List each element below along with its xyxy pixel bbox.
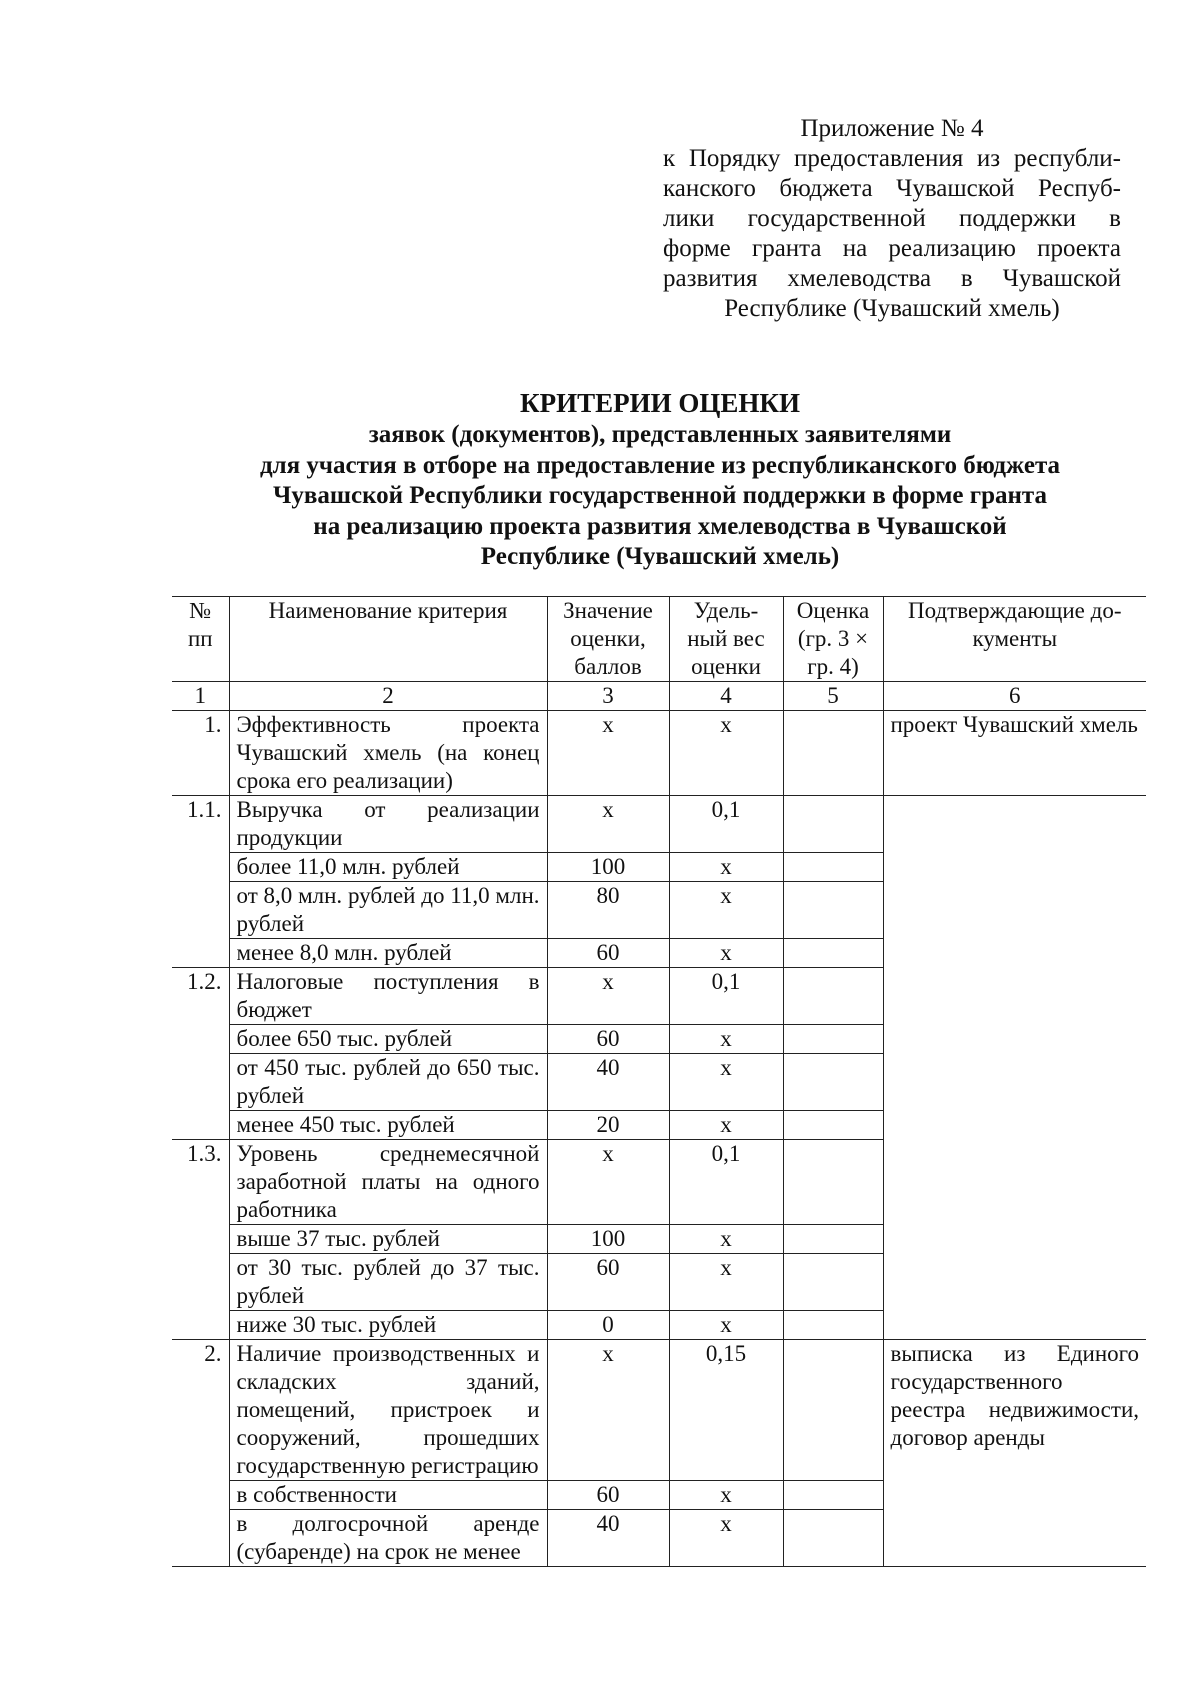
criterion-score <box>783 968 883 1025</box>
criterion-name: Налоговые поступления в бюджет <box>229 968 547 1025</box>
appendix-title: Приложение № 4 <box>800 115 984 142</box>
criterion-name: более 650 тыс. рублей <box>229 1025 547 1054</box>
criterion-weight: х <box>669 1510 783 1567</box>
column-header-score: Оценка (гр. 3 × гр. 4) <box>783 597 883 682</box>
criterion-name: более 11,0 млн. рублей <box>229 853 547 882</box>
column-number: 3 <box>547 682 669 711</box>
row-number: 2. <box>172 1340 229 1567</box>
column-header-value: Значение оценки, баллов <box>547 597 669 682</box>
criterion-score <box>783 1311 883 1340</box>
supporting-documents-empty <box>883 796 1146 1340</box>
criterion-weight: х <box>669 882 783 939</box>
row-number: 1.2. <box>172 968 229 1140</box>
criterion-name: выше 37 тыс. рублей <box>229 1225 547 1254</box>
heading-line: Республике (Чувашский хмель) <box>480 543 840 570</box>
criterion-score <box>783 1025 883 1054</box>
appendix-line: к Порядку предоставления из республи- <box>663 145 1121 172</box>
heading-line: для участия в отборе на предоставление из республиканского бюджета <box>259 451 1061 479</box>
criterion-name: от 8,0 млн. рублей до 11,0 млн. рублей <box>229 882 547 939</box>
supporting-documents: выписка из Единого государственного реестра недвижимости, договор аренды <box>883 1340 1146 1567</box>
criterion-weight: х <box>669 711 783 796</box>
criterion-score <box>783 1111 883 1140</box>
criterion-name: менее 450 тыс. рублей <box>229 1111 547 1140</box>
criterion-value: 100 <box>547 853 669 882</box>
criterion-value: х <box>547 711 669 796</box>
supporting-documents: проект Чувашский хмель <box>883 711 1146 796</box>
criterion-weight: 0,1 <box>669 796 783 853</box>
criterion-weight: х <box>669 1311 783 1340</box>
criterion-weight: 0,1 <box>669 968 783 1025</box>
criterion-value: 20 <box>547 1111 669 1140</box>
criterion-weight: х <box>669 1025 783 1054</box>
criterion-name: менее 8,0 млн. рублей <box>229 939 547 968</box>
row-number: 1.3. <box>172 1140 229 1340</box>
criterion-name: Выручка от реализации продукции <box>229 796 547 853</box>
criterion-value: 60 <box>547 939 669 968</box>
appendix-line: канского бюджета Чувашской Респуб- <box>663 175 1121 202</box>
appendix-block <box>663 114 1121 324</box>
column-header-documents: Подтверждающие до-кументы <box>883 597 1146 682</box>
criterion-weight: х <box>669 1225 783 1254</box>
table-header-row <box>172 597 1146 682</box>
criterion-score <box>783 1340 883 1481</box>
criterion-score <box>783 796 883 853</box>
criterion-value: 40 <box>547 1510 669 1567</box>
column-header-weight: Удель-ный вес оценки <box>669 597 783 682</box>
criterion-value: 60 <box>547 1481 669 1510</box>
criterion-score <box>783 711 883 796</box>
criterion-name: от 30 тыс. рублей до 37 тыс. рублей <box>229 1254 547 1311</box>
criterion-score <box>783 1481 883 1510</box>
row-number: 1. <box>172 711 229 796</box>
criterion-value: х <box>547 796 669 853</box>
heading-line: Чувашской Республики государственной поддержки в форме гранта <box>273 482 1047 509</box>
criterion-value: 0 <box>547 1311 669 1340</box>
criterion-name: Уровень среднемесячной заработной платы на одного работника <box>229 1140 547 1225</box>
criterion-weight: 0,15 <box>669 1340 783 1481</box>
criterion-name: Наличие производственных и складских зданий, помещений, пристроек и сооружений, прошедших государственную регистрацию <box>229 1340 547 1481</box>
criterion-value: 60 <box>547 1254 669 1311</box>
criterion-score <box>783 1225 883 1254</box>
column-number: 2 <box>229 682 547 711</box>
criterion-weight: х <box>669 1254 783 1311</box>
criterion-name: ниже 30 тыс. рублей <box>229 1311 547 1340</box>
criterion-score <box>783 853 883 882</box>
column-number-row <box>172 682 1146 711</box>
table-row <box>172 796 1146 853</box>
criterion-score <box>783 1510 883 1567</box>
criterion-value: х <box>547 968 669 1025</box>
criterion-value: х <box>547 1340 669 1481</box>
criterion-weight: х <box>669 939 783 968</box>
criterion-weight: х <box>669 1481 783 1510</box>
heading-line: на реализацию проекта развития хмелеводства в Чувашской <box>313 512 1007 540</box>
document-heading <box>160 386 1160 573</box>
criterion-value: 40 <box>547 1054 669 1111</box>
row-number: 1.1. <box>172 796 229 968</box>
criterion-weight: х <box>669 853 783 882</box>
criterion-weight: х <box>669 1111 783 1140</box>
column-number: 1 <box>172 682 229 711</box>
table-row <box>172 1340 1146 1481</box>
heading-line: заявок (документов), представленных заявителями <box>368 421 952 448</box>
criterion-name: Эффективность проекта Чувашский хмель (на конец срока его реализации) <box>229 711 547 796</box>
appendix-line: развития хмелеводства в Чувашской <box>663 265 1121 292</box>
page-title: КРИТЕРИИ ОЦЕНКИ <box>520 388 800 418</box>
criterion-weight: 0,1 <box>669 1140 783 1225</box>
column-number: 4 <box>669 682 783 711</box>
appendix-line: Республике (Чувашский хмель) <box>724 295 1060 322</box>
criterion-weight: х <box>669 1054 783 1111</box>
criterion-value: х <box>547 1140 669 1225</box>
column-number: 6 <box>883 682 1146 711</box>
criterion-value: 80 <box>547 882 669 939</box>
appendix-line: форме гранта на реализацию проекта <box>663 235 1121 262</box>
criterion-value: 60 <box>547 1025 669 1054</box>
criterion-name: в собственности <box>229 1481 547 1510</box>
column-number: 5 <box>783 682 883 711</box>
appendix-line: лики государственной поддержки в <box>663 205 1121 232</box>
criterion-value: 100 <box>547 1225 669 1254</box>
criterion-score <box>783 939 883 968</box>
column-header-number: № пп <box>172 597 229 682</box>
column-header-criterion: Наименование критерия <box>229 597 547 682</box>
criterion-name: в долгосрочной аренде (субаренде) на срок не менее <box>229 1510 547 1567</box>
criterion-name: от 450 тыс. рублей до 650 тыс. рублей <box>229 1054 547 1111</box>
criterion-score <box>783 882 883 939</box>
criterion-score <box>783 1054 883 1111</box>
table-row <box>172 711 1146 796</box>
criterion-score <box>783 1140 883 1225</box>
criteria-table <box>172 596 1146 1567</box>
criterion-score <box>783 1254 883 1311</box>
